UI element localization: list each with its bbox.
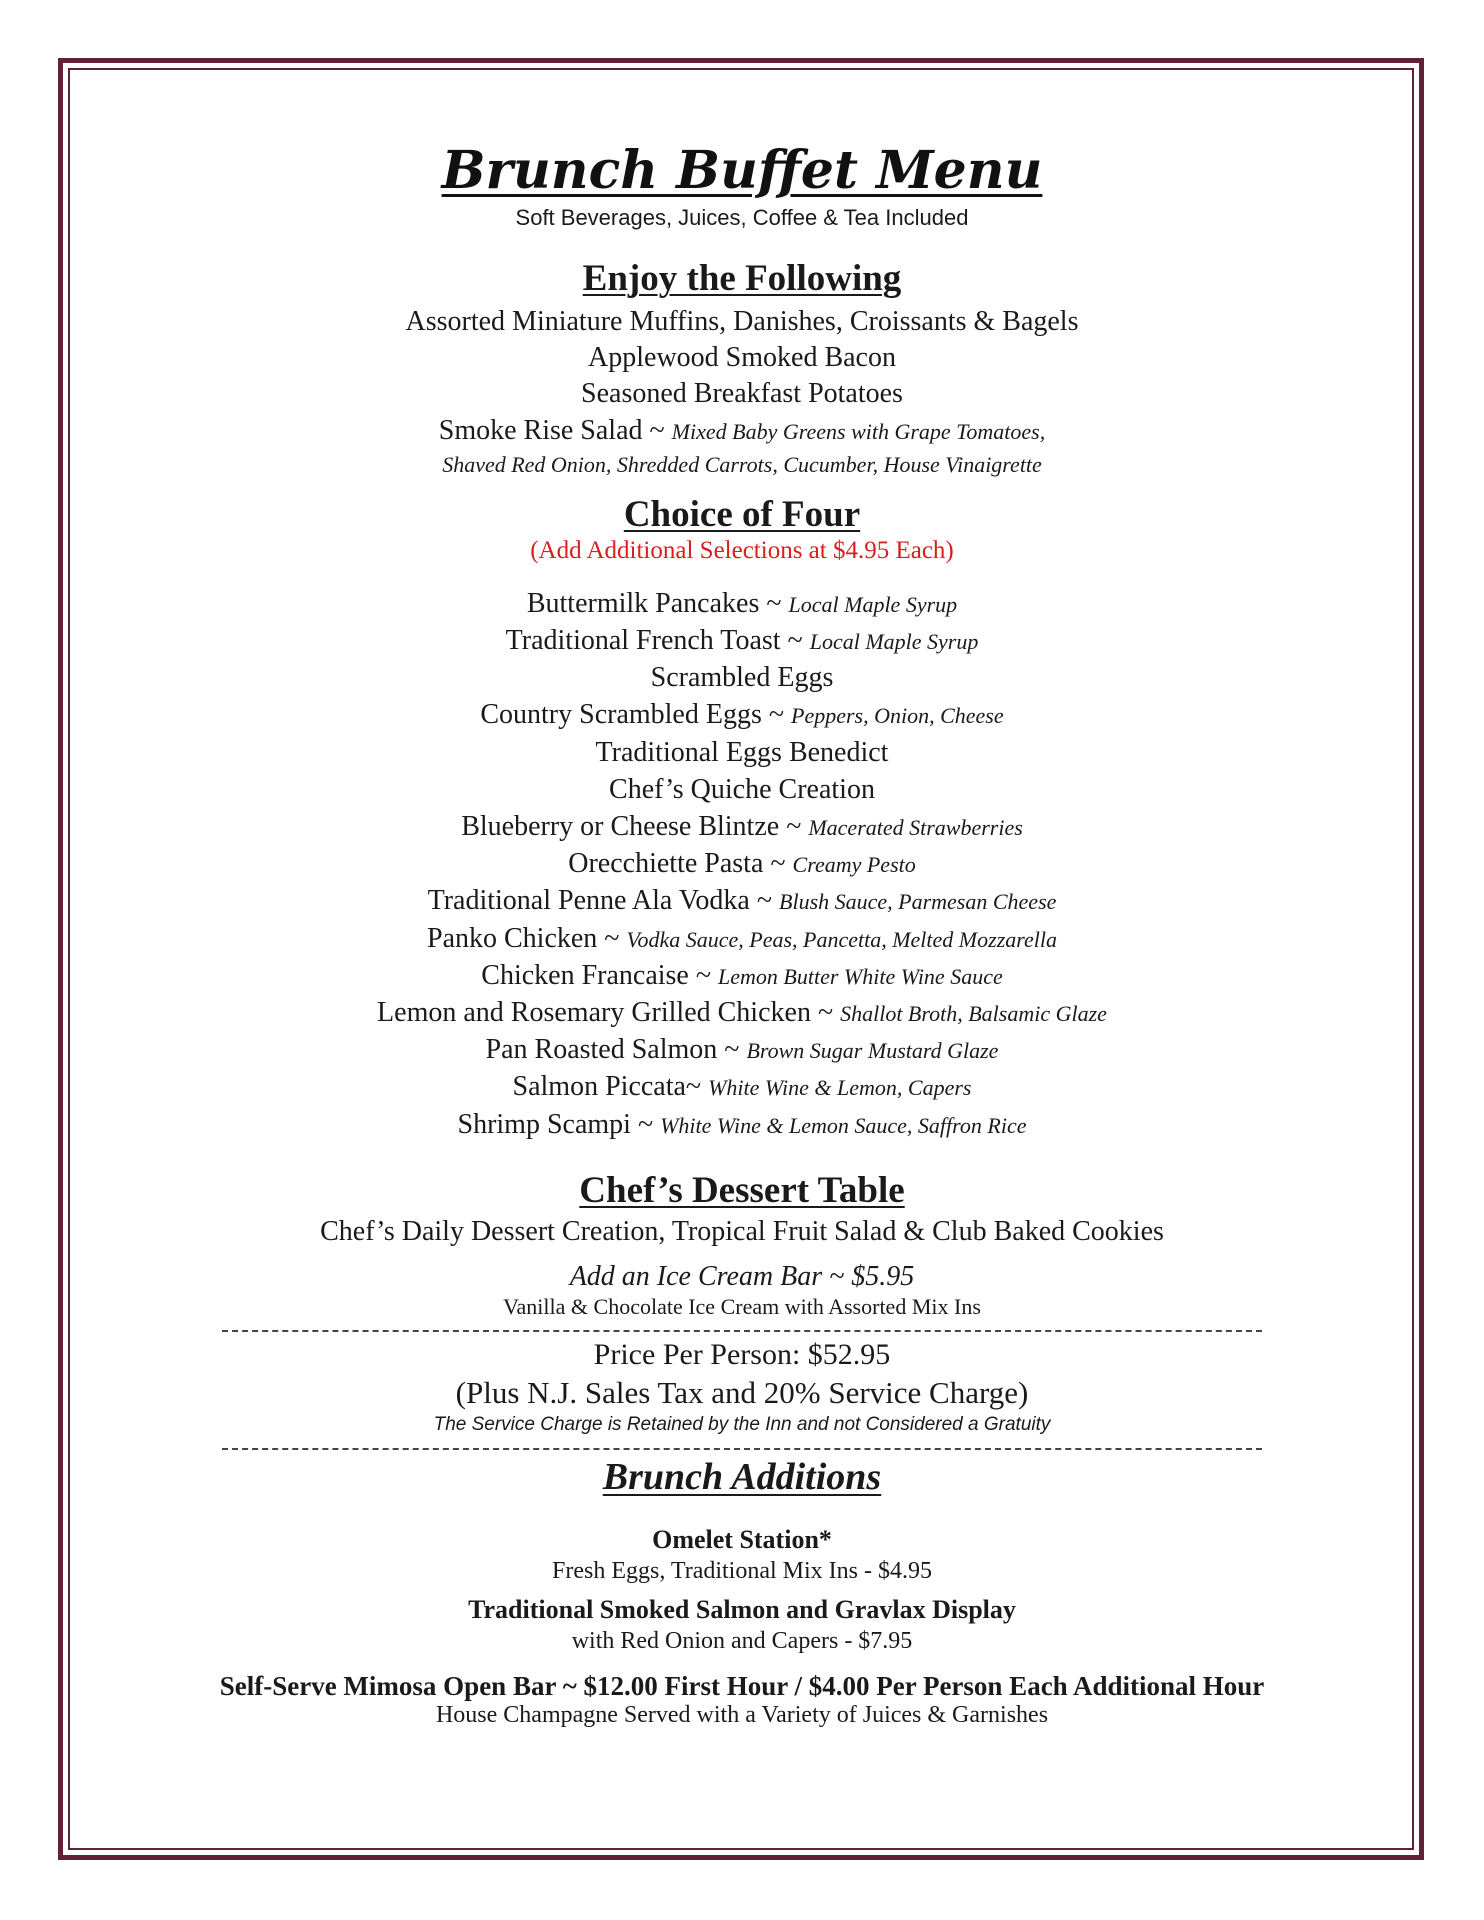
mimosa-bar-desc: House Champagne Served with a Variety of Juices & Garnishes <box>435 1701 1049 1728</box>
item-desc: Blush Sauce, Parmesan Cheese <box>779 889 1057 915</box>
item-name: Chef’s Quiche Creation <box>609 773 875 805</box>
list-item <box>72 660 1412 697</box>
item-desc: White Wine & Lemon, Capers <box>708 1075 972 1101</box>
item-name: Country Scrambled Eggs ~ <box>480 699 792 731</box>
enjoy-list <box>72 304 1412 480</box>
item-name: Buttermilk Pancakes ~ <box>526 587 789 619</box>
salad-desc: Mixed Baby Greens with Grape Tomatoes, <box>671 418 1046 444</box>
salmon-display-desc: with Red Onion and Capers - $7.95 <box>571 1627 913 1654</box>
list-item <box>72 995 1412 1032</box>
item-name: Orecchiette Pasta ~ <box>568 848 793 880</box>
choice-heading: Choice of Four <box>623 493 861 535</box>
list-item <box>72 586 1412 623</box>
list-item <box>72 623 1412 660</box>
list-item <box>72 883 1412 920</box>
salmon-display-name: Traditional Smoked Salmon and Gravlax Display <box>468 1594 1016 1624</box>
list-item <box>72 846 1412 883</box>
item-desc: Local Maple Syrup <box>788 591 958 617</box>
list-item: Seasoned Breakfast Potatoes <box>581 378 903 410</box>
item-name: Chicken Francaise ~ <box>481 959 719 991</box>
list-item <box>72 921 1412 958</box>
list-item <box>72 809 1412 846</box>
gratuity-note: The Service Charge is Retained by the Inn and not Considered a Gratuity <box>433 1413 1051 1435</box>
divider <box>222 1448 1262 1450</box>
list-item <box>72 772 1412 809</box>
item-name: Panko Chicken ~ <box>427 922 627 954</box>
choice-note: (Add Additional Selections at $4.95 Each) <box>530 536 954 564</box>
item-desc: Lemon Butter White Wine Sauce <box>718 963 1003 989</box>
menu-content <box>72 72 1412 1728</box>
item-name: Traditional Penne Ala Vodka ~ <box>427 885 780 917</box>
dessert-heading: Chef’s Dessert Table <box>579 1169 905 1211</box>
item-name: Blueberry or Cheese Blintze ~ <box>461 811 809 843</box>
list-item <box>72 697 1412 734</box>
additions-heading: Brunch Additions <box>602 1455 882 1498</box>
item-desc: Macerated Strawberries <box>808 815 1023 841</box>
salad-item <box>72 413 1412 450</box>
item-desc: Creamy Pesto <box>792 852 916 878</box>
omelet-station-desc: Fresh Eggs, Traditional Mix Ins - $4.95 <box>551 1557 932 1584</box>
list-item: Applewood Smoked Bacon <box>588 342 896 374</box>
icecream-title: Add an Ice Cream Bar ~ $5.95 <box>569 1260 915 1292</box>
item-name: Traditional Eggs Benedict <box>595 736 889 768</box>
page-subtitle: Soft Beverages, Juices, Coffee & Tea Included <box>515 205 969 230</box>
item-name: Lemon and Rosemary Grilled Chicken ~ <box>377 997 841 1029</box>
tax-note: (Plus N.J. Sales Tax and 20% Service Charge) <box>455 1374 1029 1410</box>
mimosa-bar-name: Self-Serve Mimosa Open Bar ~ $12.00 First Hour / $4.00 Per Person Each Additional Hour <box>219 1670 1265 1701</box>
item-desc: Local Maple Syrup <box>809 629 979 655</box>
list-item: Assorted Miniature Muffins, Danishes, Croissants & Bagels <box>405 306 1079 337</box>
omelet-station-name: Omelet Station* <box>652 1524 832 1554</box>
divider <box>222 1330 1262 1332</box>
item-desc: Peppers, Onion, Cheese <box>791 703 1004 729</box>
salad-name: Smoke Rise Salad ~ <box>438 414 672 446</box>
item-desc: White Wine & Lemon Sauce, Saffron Rice <box>660 1112 1027 1138</box>
item-desc: Brown Sugar Mustard Glaze <box>746 1038 999 1064</box>
item-name: Shrimp Scampi ~ <box>457 1108 661 1140</box>
list-item <box>72 958 1412 995</box>
item-name: Salmon Piccata~ <box>512 1071 709 1103</box>
list-item <box>72 735 1412 772</box>
price-per-person: Price Per Person: $52.95 <box>593 1337 891 1371</box>
choice-list <box>72 586 1412 1144</box>
item-name: Traditional French Toast ~ <box>505 625 810 657</box>
list-item <box>72 1107 1412 1144</box>
item-name: Scrambled Eggs <box>650 662 834 694</box>
item-desc: Shallot Broth, Balsamic Glaze <box>840 1001 1107 1027</box>
salad-desc-line2: Shaved Red Onion, Shredded Carrots, Cucumber, House Vinaigrette <box>442 451 1042 477</box>
icecream-description: Vanilla & Chocolate Ice Cream with Assorted Mix Ins <box>503 1293 981 1319</box>
page-title: Brunch Buffet Menu <box>441 140 1043 201</box>
enjoy-heading: Enjoy the Following <box>582 258 902 299</box>
dessert-description: Chef’s Daily Dessert Creation, Tropical Fruit Salad & Club Baked Cookies <box>320 1215 1164 1247</box>
list-item <box>72 1069 1412 1106</box>
item-name: Pan Roasted Salmon ~ <box>485 1034 747 1066</box>
list-item <box>72 1032 1412 1069</box>
item-desc: Vodka Sauce, Peas, Pancetta, Melted Mozzarella <box>626 926 1057 952</box>
